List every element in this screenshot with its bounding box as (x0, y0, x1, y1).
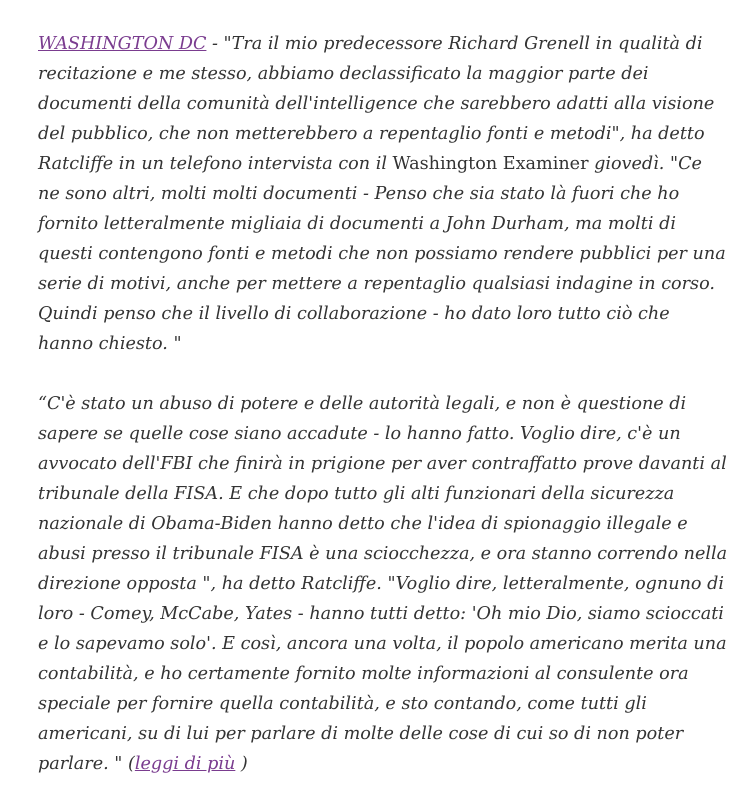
paragraph-1-text-b: giovedì. "Ce ne sono altri, molti molti documenti - Penso che sia stato là fuori che ho fornito letteralmente migliaia di documenti a John Durham, ma molti di questi contengono fonti e metodi che non possiamo rendere pubblici per una serie di motivi, anche per mettere a repentaglio qualsiasi indagine in corso. Quindi penso che il livello di collaborazione - ho dato loro tutto ciò che hanno chiesto. " (38, 154, 726, 354)
publication-name: Washington Examiner (392, 154, 589, 174)
washington-dc-link[interactable]: WASHINGTON DC (38, 34, 207, 54)
read-more-link[interactable]: leggi di più (134, 754, 236, 774)
paragraph-2-text: “C'è stato un abuso di potere e delle autorità legali, e non è questione di sapere se quelle cose siano accadute - lo hanno fatto. Voglio dire, c'è un avvocato dell'FBI che finirà in prigione per aver contraffatto prove davanti al tribunale della FISA. E che dopo tutto gli alti funzionari della sicurezza nazionale di Obama-Biden hanno detto che l'idea di spionaggio illegale e abusi presso il tribunale FISA è una sciocchezza, e ora stanno correndo nella direzione opposta ", ha detto Ratcliffe. "Voglio dire, letteralmente, ognuno di loro - Comey, McCabe, Yates - hanno tutti detto: 'Oh mio Dio, siamo scioccati e lo sapevamo solo'. E così, ancora una volta, il popolo americano merita una contabilità, e ho certamente fornito molte informazioni al consulente ora speciale per fornire quella contabilità, e sto contando, come tutti gli americani, su di lui per parlare di molte delle cose di cui so di non poter parlare. " ( (38, 394, 728, 774)
article-body (38, 29, 728, 779)
paragraph-2-closing: ) (235, 754, 248, 774)
paragraph-2 (38, 389, 728, 779)
paragraph-1 (38, 29, 728, 359)
paragraph-1-text-a: - "Tra il mio predecessore Richard Grenell in qualità di recitazione e me stesso, abbiamo declassificato la maggior parte dei documenti della comunità dell'intelligence che sarebbero adatti alla visione del pubblico, che non metterebbero a repentaglio fonti e metodi", ha detto Ratcliffe in un telefono intervista con il (38, 34, 715, 174)
